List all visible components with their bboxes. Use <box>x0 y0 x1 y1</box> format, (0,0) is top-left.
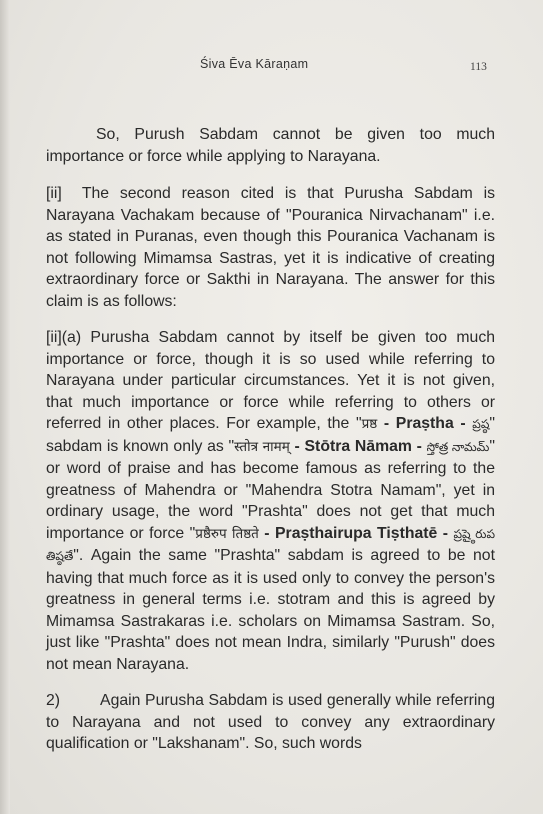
telugu-term-prastha: ప్రష్ఠ <box>472 417 490 431</box>
paragraph-2-marker: [ii] <box>46 185 62 202</box>
telugu-term-stotra-namam: స్తోత్ర నామమ్ <box>426 439 490 454</box>
running-header-title: Śiva Ēva Kāraṇam <box>200 57 309 71</box>
page-binding-edge <box>0 0 10 814</box>
paragraph-2 <box>46 183 495 312</box>
paragraph-3 <box>46 327 495 675</box>
paragraph-3-text-b: " sabdam is known only as " <box>46 415 495 455</box>
devanagari-term-prastha: प्रष्ठ <box>361 416 378 432</box>
devanagari-term-stotra-namam: स्तोत्र नामम् <box>234 438 290 455</box>
devanagari-term-prasthairupa: प्रष्ठैरुप तिष्ठते <box>195 525 259 542</box>
transliteration-stotra-namam: - Stōtra Nāmam - <box>289 437 427 455</box>
paragraph-3-text-c: " or word of praise and has become famous as referring to the greatness of Mahendra or "Mahendra Stotra Namam", yet in ordinary usage, the word "Prashta" does not get that much importance or force " <box>46 437 495 542</box>
paragraph-3-text-a: [ii](a) Purusha Sabdam cannot by itself be given too much importance or force, though it is so used while referring to Narayana under particular circumstances. Yet it is not given, that much importance or force while referring to others or referred in other places. For example, the " <box>46 329 495 432</box>
paragraph-2-text: The second reason cited is that Purusha Sabdam is Narayana Vachakam because of "Pouranica Nirvachanam" i.e. as stated in Puranas, even though this Pouranica Vachanam is not following Mimamsa Sastras, yet it is indicative of creating extraordinary force or Sakthi in Narayana. The answer for this claim is as follows: <box>46 185 495 310</box>
page-number: 113 <box>470 61 487 73</box>
telugu-term-prasthairupa: ప్రష్ఠైరుప తిష్ఠతే <box>46 526 495 563</box>
paragraph-1: So, Purush Sabdam cannot be given too much importance or force while applying to Narayana. <box>46 126 495 165</box>
paragraph-4 <box>46 690 495 755</box>
paragraph-4-marker: 2) <box>46 692 61 709</box>
transliteration-prasthairupa: - Praṣthairupa Tiṣthatē - <box>258 524 454 542</box>
paragraph-4-text: Again Purusha Sabdam is used generally while referring to Narayana and not used to convey any extraordinary qualification or "Lakshanam". So, such words <box>46 692 495 752</box>
transliteration-prastha: - Praṣtha - <box>377 415 473 432</box>
paragraph-3-text-d: ". Again the same "Prashta" sabdam is agreed to be not having that much force as it is used only to convey the person's greatness in general terms i.e. stotram and this is agreed by Mimamsa Sastrakaras i.e. scholars on Mimamsa Sastram. So, just like "Prashta" does not mean Indra, similarly "Purush" does not mean Narayana. <box>46 547 495 673</box>
page-body-text <box>46 124 495 773</box>
